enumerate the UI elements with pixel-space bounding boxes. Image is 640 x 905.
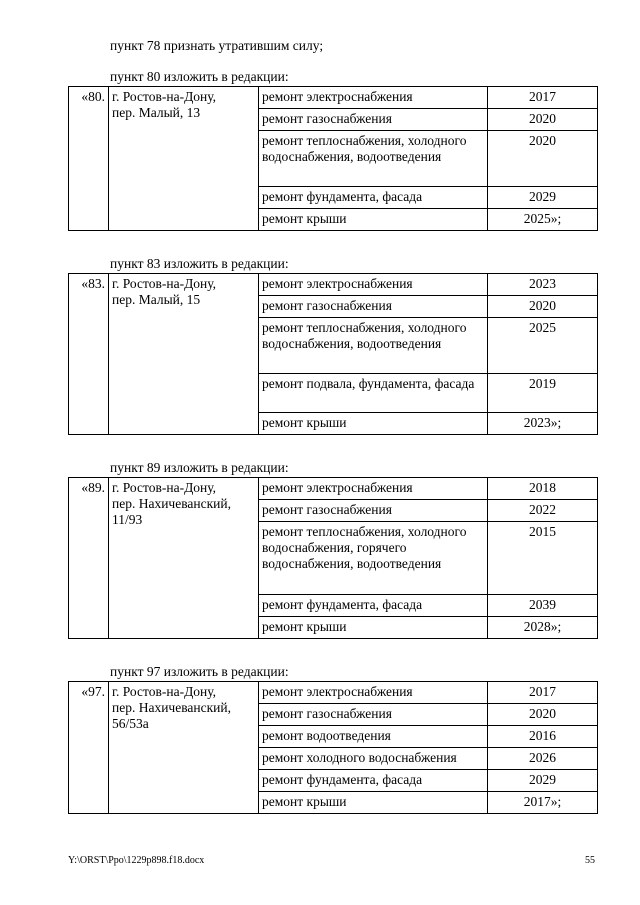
address-cell: [109, 87, 259, 231]
year-cell: 2025: [488, 318, 598, 374]
work-cell: ремонт фундамента, фасада: [259, 187, 488, 209]
work-cell: ремонт теплоснабжения, холодного водоснабжения, водоотведения: [259, 131, 488, 187]
address-cell: [109, 682, 259, 814]
work-cell: ремонт электроснабжения: [259, 682, 488, 704]
year-cell: 2029: [488, 187, 598, 209]
year-cell: 2025»;: [488, 209, 598, 231]
year-cell: 2020: [488, 704, 598, 726]
work-cell: ремонт фундамента, фасада: [259, 770, 488, 792]
address-line: г. Ростов-на-Дону,: [112, 276, 217, 291]
address-line: пер. Малый, 15: [112, 292, 201, 307]
address-line: 56/53а: [112, 716, 149, 731]
year-cell: 2017»;: [488, 792, 598, 814]
work-cell: ремонт газоснабжения: [259, 704, 488, 726]
year-cell: 2022: [488, 500, 598, 522]
item-number: «97.: [69, 682, 109, 814]
year-cell: 2026: [488, 748, 598, 770]
amendment-table: [68, 681, 598, 814]
work-cell: ремонт газоснабжения: [259, 500, 488, 522]
work-cell: ремонт электроснабжения: [259, 274, 488, 296]
address-line: пер. Малый, 13: [112, 105, 201, 120]
year-cell: 2020: [488, 131, 598, 187]
work-cell: ремонт теплоснабжения, холодного водоснабжения, водоотведения: [259, 318, 488, 374]
block-heading: пункт 97 изложить в редакции:: [110, 664, 289, 679]
work-cell: ремонт крыши: [259, 413, 488, 435]
block-heading: пункт 89 изложить в редакции:: [110, 460, 289, 475]
address-line: пер. Нахичеванский,: [112, 496, 232, 511]
year-cell: 2020: [488, 296, 598, 318]
work-cell: ремонт холодного водоснабжения: [259, 748, 488, 770]
amendment-table: [68, 273, 598, 435]
year-cell: 2029: [488, 770, 598, 792]
page-number: 55: [585, 855, 595, 866]
work-cell: ремонт газоснабжения: [259, 296, 488, 318]
block-heading: пункт 83 изложить в редакции:: [110, 256, 289, 271]
work-cell: ремонт крыши: [259, 617, 488, 639]
address-line: 11/93: [112, 512, 143, 527]
work-cell: ремонт крыши: [259, 209, 488, 231]
item-number: «89.: [69, 478, 109, 639]
block-heading: пункт 80 изложить в редакции:: [110, 69, 289, 84]
address-cell: [109, 274, 259, 435]
address-line: г. Ростов-на-Дону,: [112, 480, 217, 495]
year-cell: 2039: [488, 595, 598, 617]
year-cell: 2018: [488, 478, 598, 500]
footer-file-path: Y:\ORST\Ppo\1229p898.f18.docx: [68, 855, 205, 866]
address-cell: [109, 478, 259, 639]
work-cell: ремонт электроснабжения: [259, 87, 488, 109]
work-cell: ремонт крыши: [259, 792, 488, 814]
year-cell: 2028»;: [488, 617, 598, 639]
address-line: г. Ростов-на-Дону,: [112, 684, 217, 699]
work-cell: ремонт водоотведения: [259, 726, 488, 748]
year-cell: 2023»;: [488, 413, 598, 435]
address-line: пер. Нахичеванский,: [112, 700, 232, 715]
year-cell: 2023: [488, 274, 598, 296]
year-cell: 2017: [488, 87, 598, 109]
work-cell: ремонт газоснабжения: [259, 109, 488, 131]
item-number: «80.: [69, 87, 109, 231]
amendment-table: [68, 86, 598, 231]
intro-paragraph: пункт 78 признать утратившим силу;: [110, 38, 324, 53]
year-cell: 2020: [488, 109, 598, 131]
amendment-table: [68, 477, 598, 639]
work-cell: ремонт фундамента, фасада: [259, 595, 488, 617]
address-line: г. Ростов-на-Дону,: [112, 89, 217, 104]
year-cell: 2019: [488, 374, 598, 413]
work-cell: ремонт теплоснабжения, холодного водоснабжения, горячего водоснабжения, водоотведения: [259, 522, 488, 595]
work-cell: ремонт подвала, фундамента, фасада: [259, 374, 488, 413]
year-cell: 2016: [488, 726, 598, 748]
year-cell: 2015: [488, 522, 598, 595]
year-cell: 2017: [488, 682, 598, 704]
work-cell: ремонт электроснабжения: [259, 478, 488, 500]
item-number: «83.: [69, 274, 109, 435]
